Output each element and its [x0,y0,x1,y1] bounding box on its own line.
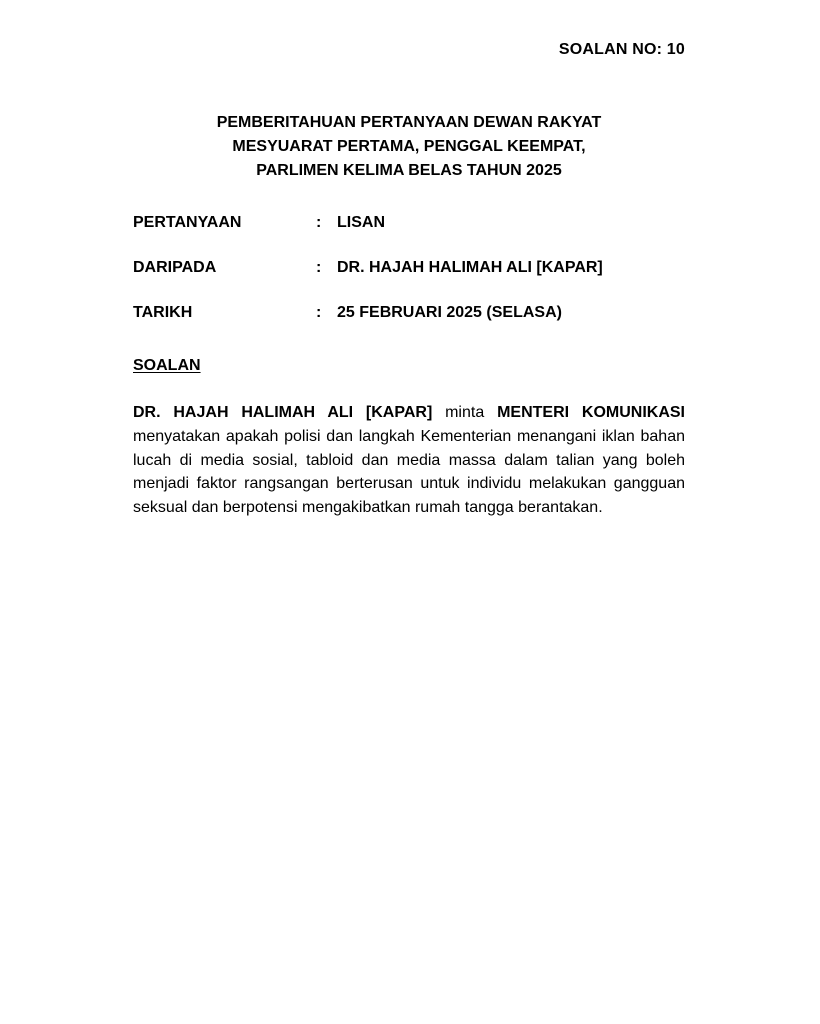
meta-colon: : [316,259,322,276]
meta-value: LISAN [337,214,385,231]
meta-label: PERTANYAAN [133,214,242,231]
meta-colon: : [316,214,322,231]
meta-label: DARIPADA [133,259,217,276]
question-number: SOALAN NO: 10 [558,41,685,58]
notice-heading [133,111,685,183]
section-heading: SOALAN [133,357,201,374]
notice-heading-line: PARLIMEN KELIMA BELAS TAHUN 2025 [256,162,562,179]
meta-value: DR. HAJAH HALIMAH ALI [KAPAR] [337,259,603,276]
notice-heading-line: PEMBERITAHUAN PERTANYAAN DEWAN RAKYAT [216,114,602,131]
question-text: menyatakan apakah polisi dan langkah Kementerian menangani iklan bahan lucah di media sosial, tabloid dan media massa dalam talian yang boleh menjadi faktor rangsangan berterusan untuk individu melakukan gangguan seksual dan berpotensi mengakibatkan rumah tangga berantakan. [133,427,685,517]
meta-value: 25 FEBRUARI 2025 (SELASA) [337,304,562,321]
meta-label: TARIKH [133,304,193,321]
notice-heading-line: MESYUARAT PERTAMA, PENGGAL KEEMPAT, [232,138,586,155]
meta-colon: : [316,304,322,321]
question-verb: minta [432,404,498,421]
question-body [133,401,685,520]
question-minister: MENTERI KOMUNIKASI [497,404,685,421]
question-asker: DR. HAJAH HALIMAH ALI [KAPAR] [133,404,433,421]
